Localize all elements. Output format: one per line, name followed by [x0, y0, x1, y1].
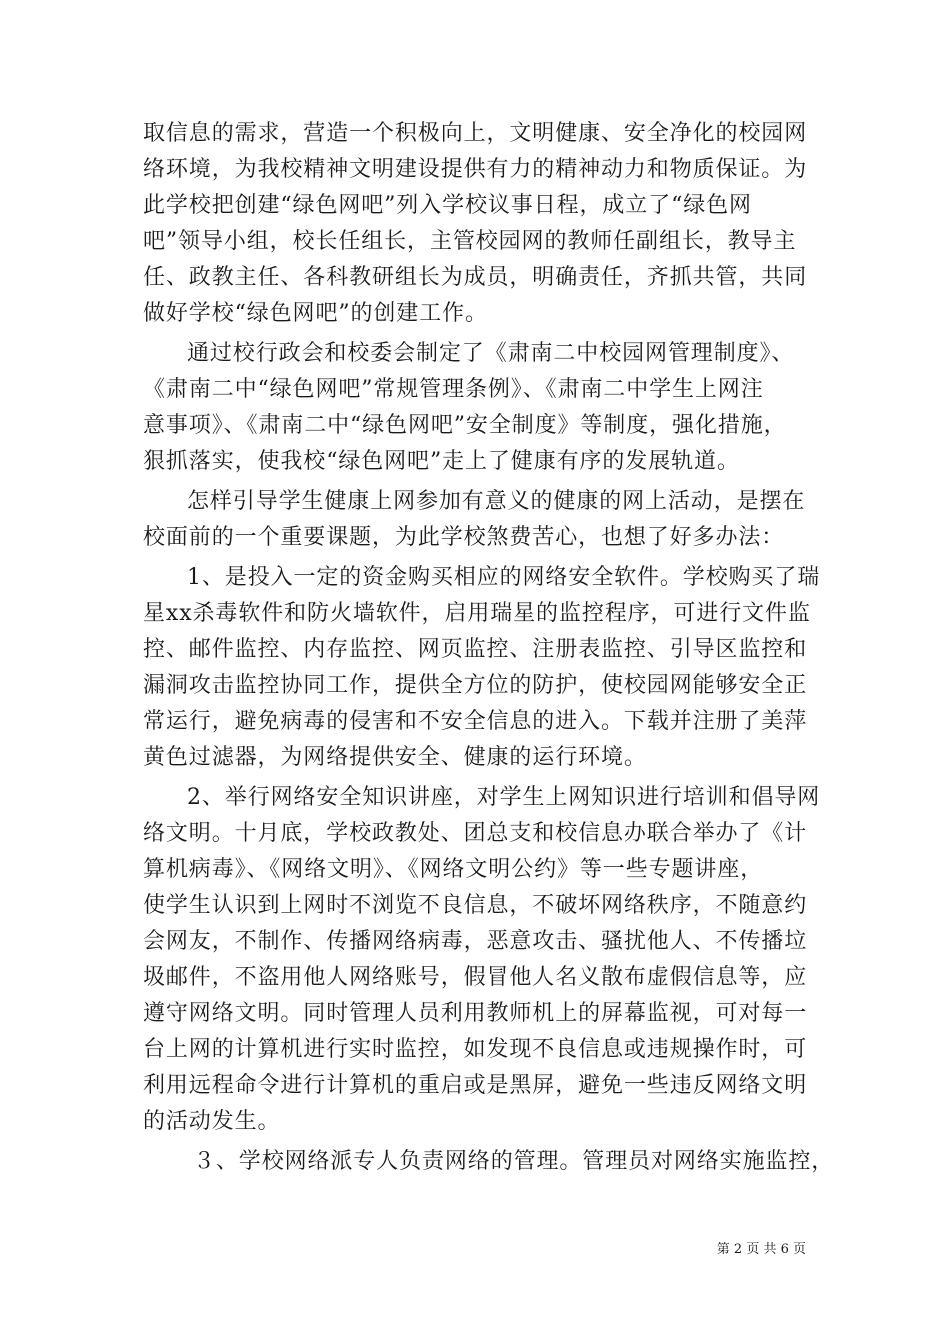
text-line: 1、是投入一定的资金购买相应的网络安全软件。学校购买了瑞 — [187, 565, 821, 590]
text-line: ３、学校网络派专人负责网络的管理。管理员对网络实施监控， — [193, 1149, 835, 1174]
page-number-footer: 第 2 页 共 6 页 — [716, 1242, 806, 1257]
text-line: 做好学校“绿色网吧”的创建工作。 — [143, 301, 488, 326]
text-line: 常运行，避免病毒的侵害和不安全信息的进入。下载并注册了美萍 — [143, 709, 808, 734]
text-line: 控、邮件监控、内存监控、网页监控、注册表监控、引导区监控和 — [143, 637, 808, 662]
text-line: 遵守网络文明。同时管理人员利用教师机上的屏幕监视，可对每一 — [143, 1001, 808, 1026]
text-line: 狠抓落实，使我校“绿色网吧”走上了健康有序的发展轨道。 — [143, 449, 740, 474]
text-line: 《肃南二中“绿色网吧”常规管理条例》、《肃南二中学生上网注 — [143, 377, 764, 402]
text-line: 校面前的一个重要课题，为此学校煞费苦心，也想了好多办法： — [143, 525, 785, 550]
text-line: 络环境，为我校精神文明建设提供有力的精神动力和物质保证。为 — [143, 157, 808, 182]
text-line: 利用远程命令进行计算机的重启或是黑屏，避免一些违反网络文明 — [143, 1073, 808, 1098]
text-line: 络文明。十月底，学校政教处、团总支和校信息办联合举办了《计 — [143, 821, 808, 846]
text-line: 通过校行政会和校委会制定了《肃南二中校园网管理制度》、 — [187, 341, 795, 366]
text-line: 吧”领导小组，校长任组长，主管校园网的教师任副组长，教导主 — [143, 229, 797, 254]
text-line: 漏洞攻击监控协同工作，提供全方位的防护，使校园网能够安全正 — [143, 673, 808, 698]
text-line: 算机病毒》、《网络文明》、《网络文明公约》等一些专题讲座， — [143, 857, 764, 882]
text-line: 会网友，不制作、传播网络病毒，恶意攻击、骚扰他人、不传播垃 — [143, 929, 808, 954]
text-line: 黄色过滤器，为网络提供安全、健康的运行环境。 — [143, 745, 647, 770]
text-line: 使学生认识到上网时不浏览不良信息，不破坏网络秩序，不随意约 — [143, 893, 808, 918]
text-line: 圾邮件，不盗用他人网络账号，假冒他人名义散布虚假信息等，应 — [143, 965, 808, 990]
text-line: 怎样引导学生健康上网参加有意义的健康的网上活动，是摆在 — [187, 489, 806, 514]
text-line: 取信息的需求，营造一个积极向上，文明健康、安全净化的校园网 — [143, 121, 808, 146]
text-line: 星xx杀毒软件和防火墙软件，启用瑞星的监控程序，可进行文件监 — [143, 601, 811, 626]
text-line: 意事项》、《肃南二中“绿色网吧”安全制度》等制度，强化措施， — [143, 413, 787, 438]
text-line: 任、政教主任、各科教研组长为成员，明确责任，齐抓共管，共同 — [143, 265, 808, 290]
text-line: 的活动发生。 — [143, 1109, 281, 1134]
text-line: 2、举行网络安全知识讲座，对学生上网知识进行培训和倡导网 — [187, 785, 821, 810]
text-line: 此学校把创建“绿色网吧”列入学校议事日程，成立了“绿色网 — [143, 193, 752, 218]
text-line: 台上网的计算机进行实时监控，如发现不良信息或违规操作时，可 — [143, 1037, 808, 1062]
